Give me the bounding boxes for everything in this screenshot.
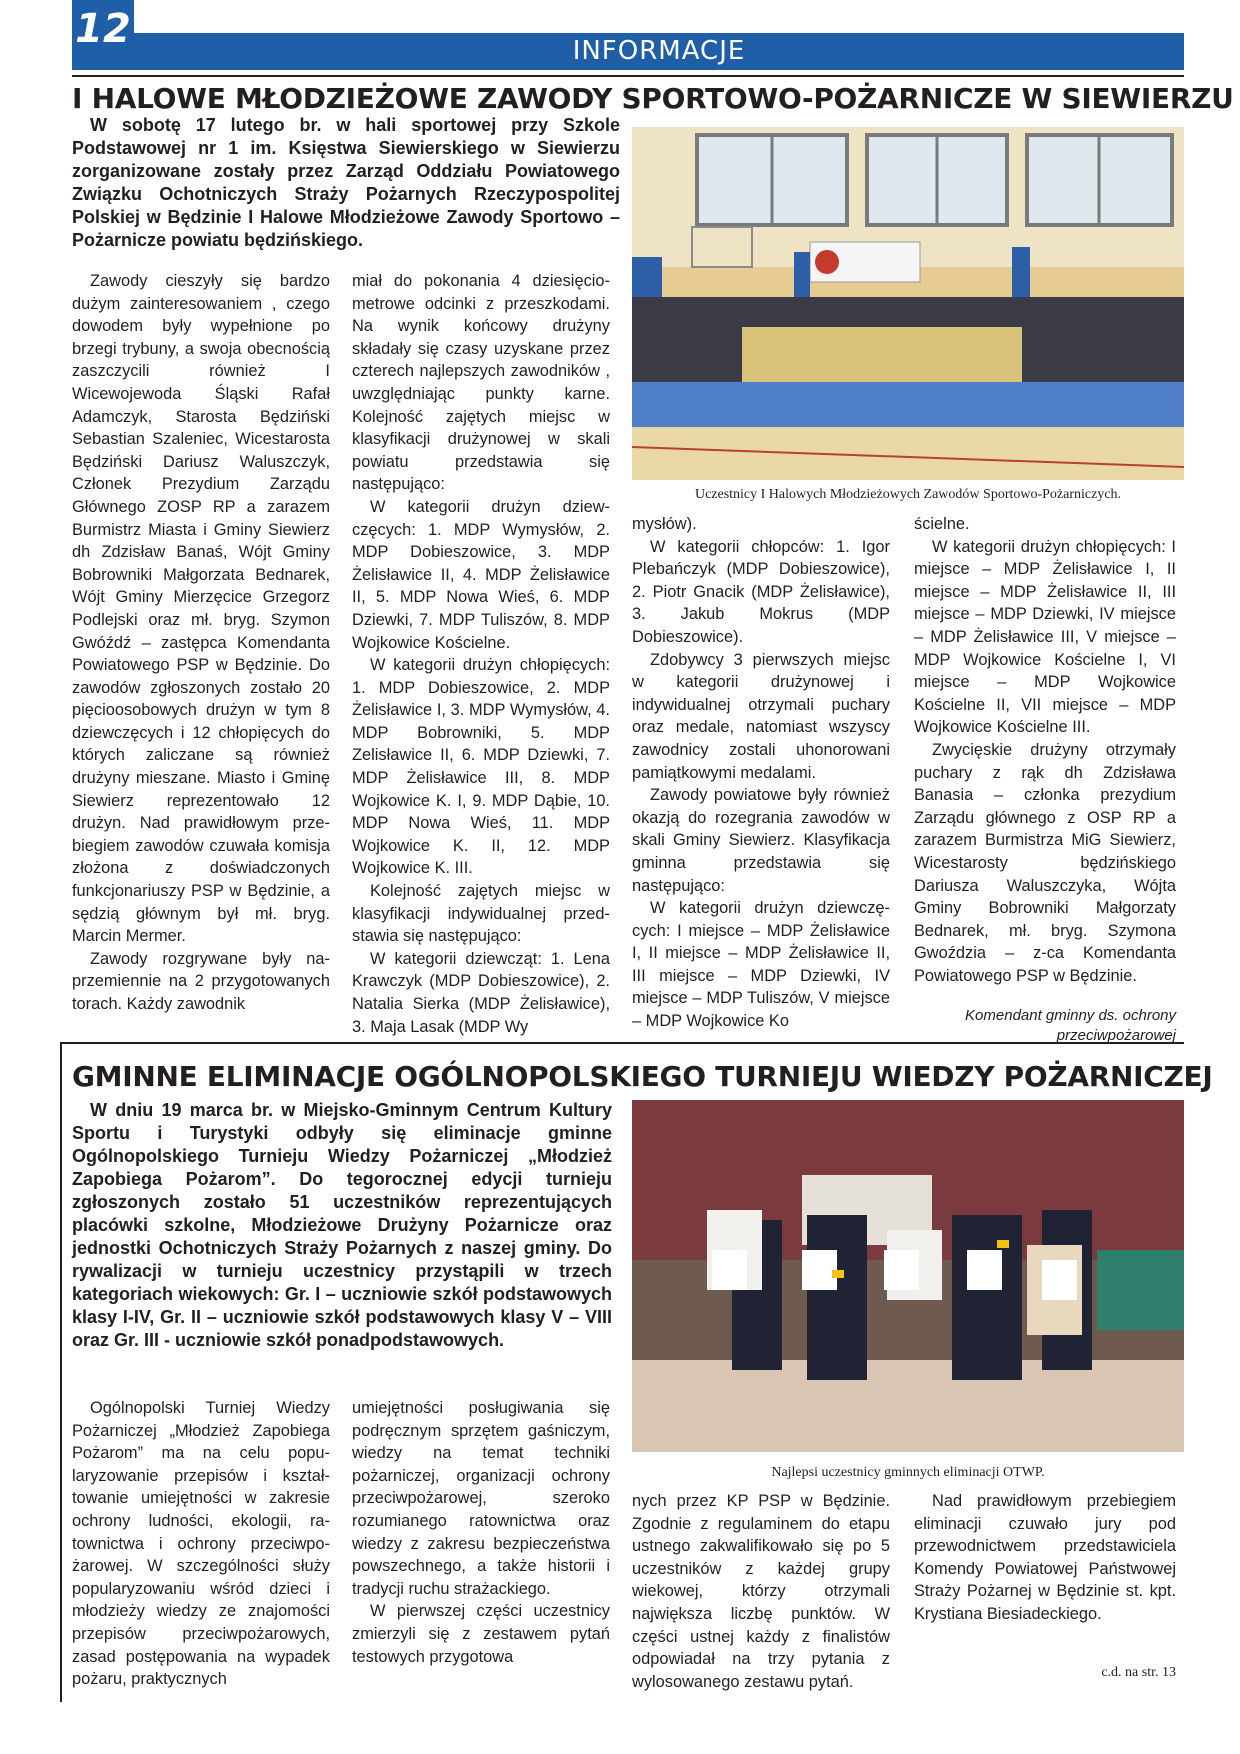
left-rule: [60, 1042, 62, 1702]
signature-line: przeciwpożarowej: [1056, 1027, 1176, 1044]
paragraph: nych przez KP PSP w Będzinie. Zgodnie z regulaminem do etapu ustnego zakwalifikowało się po 5 uczestników z każdej grupy wiekowej, którzy otrzymali największa liczbę punktów. W części ustnej każdy z finalistów odpowiadał na trzy pytania z wylosowanego zestawu pytań.: [632, 1492, 890, 1691]
winners-photo-illustration: [632, 1100, 1184, 1452]
article2-title: GMINNE ELIMINACJE OGÓLNOPOLSKIEGO TURNIEJU WIEDZY POŻARNICZEJ: [72, 1060, 1213, 1093]
paragraph: Zwycięskie drużyny otrzymały puchary z rąk dh Zdzisława Banasia – członka prezydium Zarządu głównego z OSP RP a zarazem Burmistrza MiG Siewierz, Wicestarosty będzińskiego Dariusza Waluszczyka, Wójta Gminy Bobrowniki Małgorzaty Bednarek, mł. bryg. Szymona Gwoździa – z-ca Komendanta Powiatowego PSP w Będzinie.: [914, 740, 1176, 985]
article2-column-3: [632, 1490, 890, 1693]
team-photo-gym: [632, 127, 1184, 480]
paragraph: Zdobywcy 3 pierwszych miejsc w kategorii drużynowej i indywidualnej otrzymali puchary oraz medale, natomiast wszyscy zawodnicy zostali uhonorowani pamiątkowymi medalami.: [632, 650, 890, 782]
paragraph: Zawody rozgrywane były naprzemiennie na 2 przygotowanych torach. Każdy zawodnik: [72, 949, 330, 1013]
paragraph: W kategorii drużyn chłopięcych: 1. MDP Dobieszowice, 2. MDP Żelisławice I, 3. MDP Wymysłów, 4. MDP Bobrowniki, 5. MDP Zelisławice II, 6. MDP Dziewki, 7. MDP Żelisławice III, 8. MDP Wojkowice K. I, 9. MDP Dąbie, 10. MDP Nowa Wieś, 11. MDP Wojkowice K. II, 12. MDP Wojkowice K. III.: [352, 656, 610, 878]
continued-note: c.d. na str. 13: [1101, 1665, 1176, 1680]
paragraph: umiejętności posługiwania się podręcznym sprzętem gaśniczym, wiedzy na temat techniki pożarniczej, organizacji ochrony przeciwpożarowej, szeroko rozumianego ratownictwa oraz wiedzy z zakresu bezpieczeństwa powszechnego, a także historii i tradycji ruchu strażackiego.: [352, 1399, 610, 1598]
paragraph: miał do pokonania 4 dziesięciometrowe odcinki z przeszkodami. Na wynik końcowy drużyny składały się czasy uzyskane przez czterech najlepszych zawodników , uwzględniając punkty karne. Kolejność zajętych miejsc w klasyfikacji drużynowej w skali powiatu przedstawia się następująco:: [352, 272, 610, 494]
article2-lead: W dniu 19 marca br. w Miejsko-Gminnym Centrum Kultury Sportu i Turystyki odbyły się eliminacje gminne Ogólnopolskiego Turnieju Wiedzy Pożarniczej „Młodzież Zapobiega Pożarom”. Do tegorocznej edycji turnieju zgłoszonych zostało 51 uczestników reprezentujących placówki szkolne, Młodzieżowe Drużyny Pożarnicze oraz jednostki Ochotniczych Straży Pożarnych z naszej gminy. Do rywalizacji w turnieju uczestnicy przystąpili w trzech kategoriach wiekowych: Gr. I – uczniowie szkół podstawowych klasy I-IV, Gr. II – uczniowie szkół podstawowych klasy V – VIII oraz Gr. III - uczniowie szkół ponadpodstawowych.: [72, 1100, 612, 1350]
article2-column-2: [352, 1397, 610, 1668]
paragraph: W kategorii drużyn dziewczęcych: I miejsce – MDP Żelisławice I, II miejsce – MDP Żelisławice II, III miejsce – MDP Dziewki, IV miejsce – MDP Tuliszów, V miejsce – MDP Wojkowice Ko: [632, 899, 890, 1031]
paragraph: Zawody powiatowe były również okazją do rozegrania zawodów w skali Gminy Siewierz. Klasyfikacja gminna przedstawia się następująco:: [632, 786, 890, 895]
article1-signature: [914, 1006, 1176, 1046]
paragraph: W kategorii drużyn chłopięcych: I miejsce – MDP Żelisławice I, II miejsce – MDP Żelisławice II, III miejsce – MDP Dziewki, IV miejsce – MDP Żelisławice III, V miejsce – MDP Wojkowice Kościelne I, VI miejsce – MDP Wojkowice Kościelne II, VII miejsce – MDP Wojkowice Kościelne III.: [914, 537, 1176, 737]
signature-line: Komendant gminny ds. ochrony: [965, 1007, 1176, 1024]
page-number: 12: [75, 6, 131, 52]
article1-title: I HALOWE MŁODZIEŻOWE ZAWODY SPORTOWO-POŻARNICZE W SIEWIERZU: [72, 82, 1234, 115]
team-photo-illustration: [632, 127, 1184, 480]
section-divider: [60, 1042, 1184, 1044]
paragraph: Nad prawidłowym przebiegiem eliminacji czuwało jury pod przewodnictwem przedstawiciela Komendy Powiatowej Państwowej Straży Pożarnej w Będzinie st. kpt. Krystiana Biesiadeckiego.: [914, 1492, 1176, 1623]
winners-photo: [632, 1100, 1184, 1452]
article1-column-4: [914, 513, 1176, 987]
paragraph: Ogólnopolski Turniej Wiedzy Pożarniczej „Młodzież Zapobiega Pożarom” ma na celu popularyzowanie przepisów i kształtowanie umiejętności w zakresie ochrony ludności, ekologii, ratownictwa i ochrony przeciwpożarowej. W szczególności służy popularyzowaniu wśród dzieci i młodzieży wiedzy ze znajomości przepisów przeciwpożarowych, zasad postępowania na wypadek pożaru, praktycznych: [72, 1399, 330, 1689]
section-title: INFORMACJE: [572, 36, 746, 66]
article2-column-1: [72, 1397, 330, 1691]
paragraph: W kategorii dziewcząt: 1. Lena Krawczyk (MDP Dobieszowice), 2. Natalia Sierka (MDP Żelisławice), 3. Maja Lasak (MDP Wy: [352, 949, 610, 1036]
paragraph: mysłów).: [632, 515, 697, 533]
article1-photo-caption: Uczestnicy I Halowych Młodzieżowych Zawodów Sportowo-Pożarniczych.: [694, 487, 1122, 502]
article1-column-2: [352, 270, 610, 1038]
article2-photo-caption: Najlepsi uczestnicy gminnych eliminacji OTWP.: [771, 1465, 1045, 1480]
article2-column-4: [914, 1490, 1176, 1626]
article1-lead: W sobotę 17 lutego br. w hali sportowej przy Szkole Podstawowej nr 1 im. Księstwa Siewierskiego w Siewierzu zorganizowane zostały przez Zarząd Oddziału Powiatowego Związku Ochotniczych Straży Pożarnych Rzeczypospolitej Polskiej w Będzinie I Halowe Młodzieżowe Zawody Sportowo – Pożarnicze powiatu będzińskiego.: [72, 115, 620, 250]
article1-column-1: [72, 270, 330, 1016]
paragraph: Zawody cieszyły się bardzo dużym zainteresowaniem , czego dowodem były wypełnione po brzegi trybuny, a swoja obecnością zaszczycili również I Wicewojewoda Śląski Rafał Adamczyk, Starosta Będziński Sebastian Szaleniec, Wicestarosta Będziński Dariusz Waluszczyk, Członek Prezydium Zarządu Głównego ZOSP RP a zarazem Burmistrz Miasta i Gminy Siewierz dh Zdzisław Banaś, Wójt Gminy Bobrowniki Małgorzata Bednarek, Wójt Gminy Mierzęcice Grzegorz Podlejski oraz mł. bryg. Szymon Gwóźdź – zastępca Komendanta Powiatowego PSP w Będzinie. Do zawodów zgłoszonych zostało 20 pięcioosobowych drużyn w tym 8 dziewczęcych i 12 chłopięcych do których zaliczane są również drużyny mieszane. Miasto i Gminę Siewierz reprezentowało 12 drużyn. Nad prawidłowym przebiegiem zawodów czuwała komisja złożona z doświadczonych funkcjonariuszy PSP w Będzinie, a sędzią głównym był mł. bryg. Marcin Mermer.: [72, 272, 330, 946]
paragraph: ścielne.: [914, 515, 970, 533]
paragraph: W pierwszej części uczestnicy zmierzyli się z zestawem pytań testowych przygotowa: [352, 1602, 610, 1666]
top-rule: [72, 75, 1184, 77]
paragraph: W kategorii drużyn dziewczęcych: 1. MDP Wymysłów, 2. MDP Dobieszowice, 3. MDP Żelisławice II, 4. MDP Żelisławice II, 5. MDP Nowa Wieś, 6. MDP Dziewki, 7. MDP Tuliszów, 8. MDP Wojkowice Kościelne.: [352, 497, 610, 652]
article1-column-3: [632, 513, 890, 1033]
paragraph: Kolejność zajętych miejsc w klasyfikacji indywidualnej przedstawia się następująco:: [352, 882, 610, 946]
paragraph: W kategorii chłopców: 1. Igor Plebańczyk (MDP Dobieszowice), 2. Piotr Gnacik (MDP Żelisławice), 3. Jakub Mokrus (MDP Dobieszowice).: [632, 537, 890, 646]
